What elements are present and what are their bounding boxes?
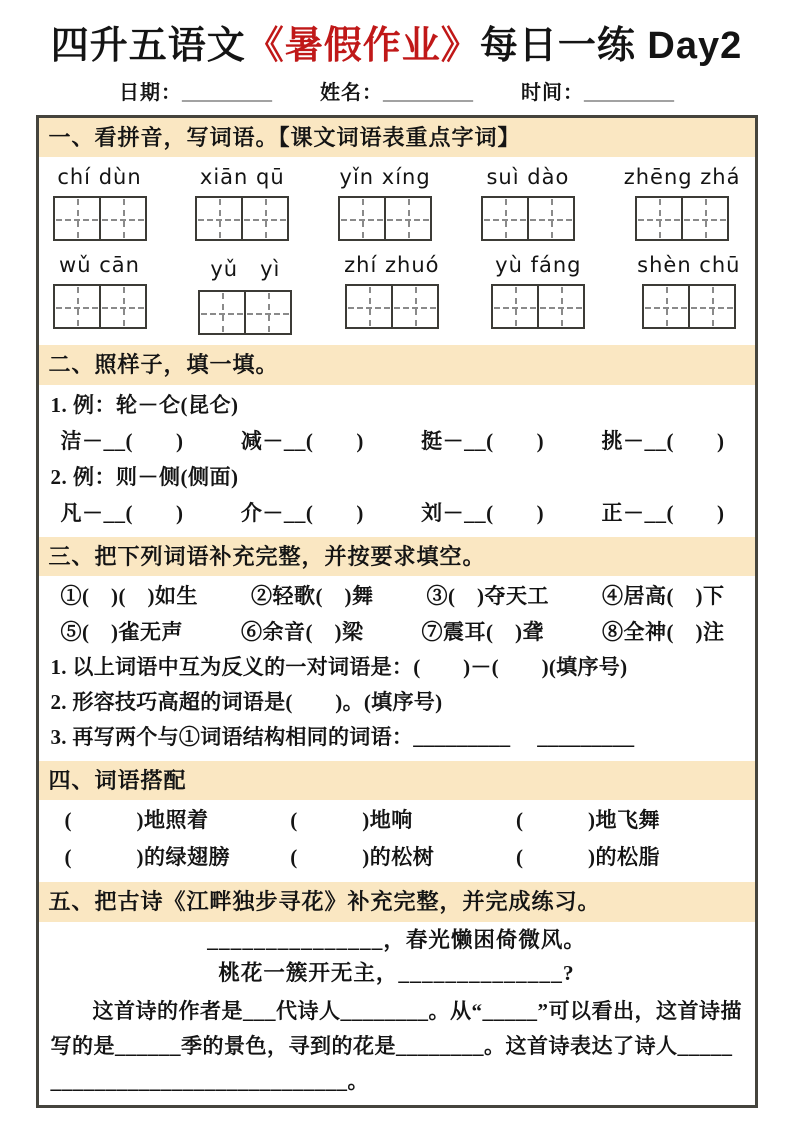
page-title bbox=[0, 26, 793, 68]
grid-cell bbox=[55, 198, 99, 239]
question-line: 3. 再写两个与①词语结构相同的词语：_________ _________ bbox=[50, 724, 635, 749]
pinyin-label: xiān qū bbox=[199, 165, 285, 190]
fill-row bbox=[51, 423, 743, 459]
idiom-item: ②轻歌( )舞 bbox=[250, 583, 374, 608]
writing-grid bbox=[53, 284, 147, 329]
fill-item: 挺－__( ) bbox=[421, 428, 545, 453]
pinyin-label: suì dào bbox=[486, 165, 570, 190]
poem-line-2: 桃花一簇开无主，______________? bbox=[218, 960, 575, 985]
analysis-paragraph: 这首诗的作者是___代诗人________。从“_____”可以看出，这首诗描写的是______季的景色，寻到的花是________。这首诗表达了诗人________________________________。 bbox=[50, 998, 742, 1093]
match-item: ( )地响 bbox=[290, 808, 413, 833]
grid-cell bbox=[347, 286, 391, 327]
grid-cell bbox=[197, 198, 241, 239]
title-text-left: 四升五语文 bbox=[50, 25, 246, 67]
pinyin-item bbox=[624, 165, 741, 241]
fill-item: 刘－__( ) bbox=[421, 500, 545, 525]
grid-cell bbox=[391, 286, 437, 327]
section-5-header: 五、把古诗《江畔独步寻花》补充完整，并完成练习。 bbox=[39, 882, 755, 921]
idiom-item: ⑦震耳( )聋 bbox=[421, 619, 544, 644]
grid-cell bbox=[340, 198, 384, 239]
fill-item: 正－__( ) bbox=[601, 500, 725, 525]
section-3-body bbox=[39, 576, 755, 761]
pinyin-label: shèn chū bbox=[637, 253, 741, 278]
fill-item: 凡－__( ) bbox=[60, 500, 184, 525]
title-text-right: 每日一练 Day2 bbox=[479, 25, 743, 67]
title-highlight: 《暑假作业》 bbox=[245, 25, 480, 67]
pinyin-label: zhí zhuó bbox=[344, 253, 440, 278]
pinyin-item bbox=[53, 165, 147, 241]
pinyin-item bbox=[344, 253, 439, 335]
pinyin-label: chí dùn bbox=[57, 165, 142, 190]
grid-cell bbox=[241, 198, 287, 239]
grid-cell bbox=[99, 198, 145, 239]
match-row bbox=[51, 839, 743, 876]
fill-item: 挑－__( ) bbox=[601, 428, 725, 453]
section-2-header: 二、照样子，填一填。 bbox=[39, 345, 755, 384]
pinyin-label: yǐn xíng bbox=[339, 165, 431, 190]
writing-grid bbox=[491, 284, 585, 329]
match-item: ( )地飞舞 bbox=[516, 808, 661, 833]
section-4-header: 四、词语搭配 bbox=[39, 761, 755, 800]
grid-cell bbox=[99, 286, 145, 327]
grid-cell bbox=[527, 198, 573, 239]
grid-cell bbox=[483, 198, 527, 239]
match-row bbox=[51, 802, 743, 839]
idiom-item: ⑥余音( )梁 bbox=[241, 619, 364, 644]
idiom-item: ⑧全神( )注 bbox=[602, 619, 725, 644]
section-3-header: 三、把下列词语补充完整，并按要求填空。 bbox=[39, 537, 755, 576]
section-1-header: 一、看拼音，写词语。【课文词语表重点字词】 bbox=[39, 118, 755, 157]
grid-cell bbox=[200, 292, 244, 333]
poem-line-1: _______________，春光懒困倚微风。 bbox=[207, 927, 586, 952]
writing-grid bbox=[642, 284, 736, 329]
pinyin-item bbox=[53, 253, 147, 335]
writing-grid bbox=[195, 196, 289, 241]
time-label: 时间： bbox=[521, 81, 584, 104]
grid-cell bbox=[637, 198, 681, 239]
grid-cell bbox=[644, 286, 688, 327]
pinyin-item bbox=[338, 165, 432, 241]
question-line: 2. 形容技巧高超的词语是( )。(填序号) bbox=[50, 689, 443, 714]
question-line: 1. 以上词语中互为反义的一对词语是：( )－( )(填序号) bbox=[50, 654, 628, 679]
section-5-body bbox=[39, 922, 755, 1105]
name-label: 姓名： bbox=[320, 81, 383, 104]
grid-cell bbox=[681, 198, 727, 239]
writing-grid bbox=[338, 196, 432, 241]
section-2-body bbox=[39, 385, 755, 537]
idiom-item: ③( )夺天工 bbox=[426, 583, 549, 608]
fill-item: 洁－__( ) bbox=[60, 428, 184, 453]
info-line bbox=[0, 76, 793, 105]
date-label: 日期： bbox=[119, 81, 182, 104]
time-blank: _________ bbox=[584, 81, 674, 104]
fill-item: 减－__( ) bbox=[240, 428, 364, 453]
idiom-item: ①( )( )如生 bbox=[60, 583, 198, 608]
pinyin-item bbox=[491, 253, 585, 335]
example-line: 2. 例：则－侧(侧面) bbox=[50, 464, 239, 489]
example-line: 1. 例：轮－仑(昆仑) bbox=[50, 392, 239, 417]
idiom-row bbox=[51, 578, 743, 614]
pinyin-label: wǔ cān bbox=[59, 253, 140, 278]
pinyin-label: yǔ yì bbox=[210, 257, 281, 282]
writing-grid bbox=[345, 284, 439, 329]
writing-grid bbox=[198, 290, 292, 335]
fill-row bbox=[51, 495, 743, 531]
pinyin-item bbox=[637, 253, 740, 335]
pinyin-item bbox=[198, 253, 292, 335]
fill-item: 介－__( ) bbox=[240, 500, 364, 525]
pinyin-row-1 bbox=[39, 157, 755, 245]
date-blank: _________ bbox=[182, 81, 272, 104]
match-item: ( )地照着 bbox=[64, 808, 209, 833]
match-item: ( )的松树 bbox=[290, 845, 435, 870]
writing-grid bbox=[481, 196, 575, 241]
grid-cell bbox=[384, 198, 430, 239]
idiom-row bbox=[51, 614, 743, 650]
pinyin-row-2 bbox=[39, 245, 755, 345]
section-4-body bbox=[39, 800, 755, 882]
grid-cell bbox=[55, 286, 99, 327]
grid-cell bbox=[537, 286, 583, 327]
match-item: ( )的松脂 bbox=[516, 845, 661, 870]
name-blank: _________ bbox=[383, 81, 473, 104]
idiom-item: ⑤( )雀无声 bbox=[60, 619, 183, 644]
pinyin-label: yù fáng bbox=[495, 253, 582, 278]
grid-cell bbox=[244, 292, 290, 333]
pinyin-item bbox=[481, 165, 575, 241]
worksheet-frame bbox=[36, 115, 758, 1108]
grid-cell bbox=[493, 286, 537, 327]
pinyin-item bbox=[195, 165, 289, 241]
grid-cell bbox=[688, 286, 734, 327]
writing-grid bbox=[635, 196, 729, 241]
writing-grid bbox=[53, 196, 147, 241]
pinyin-label: zhēng zhá bbox=[623, 165, 741, 190]
idiom-item: ④居高( )下 bbox=[601, 583, 725, 608]
match-item: ( )的绿翅膀 bbox=[64, 845, 230, 870]
